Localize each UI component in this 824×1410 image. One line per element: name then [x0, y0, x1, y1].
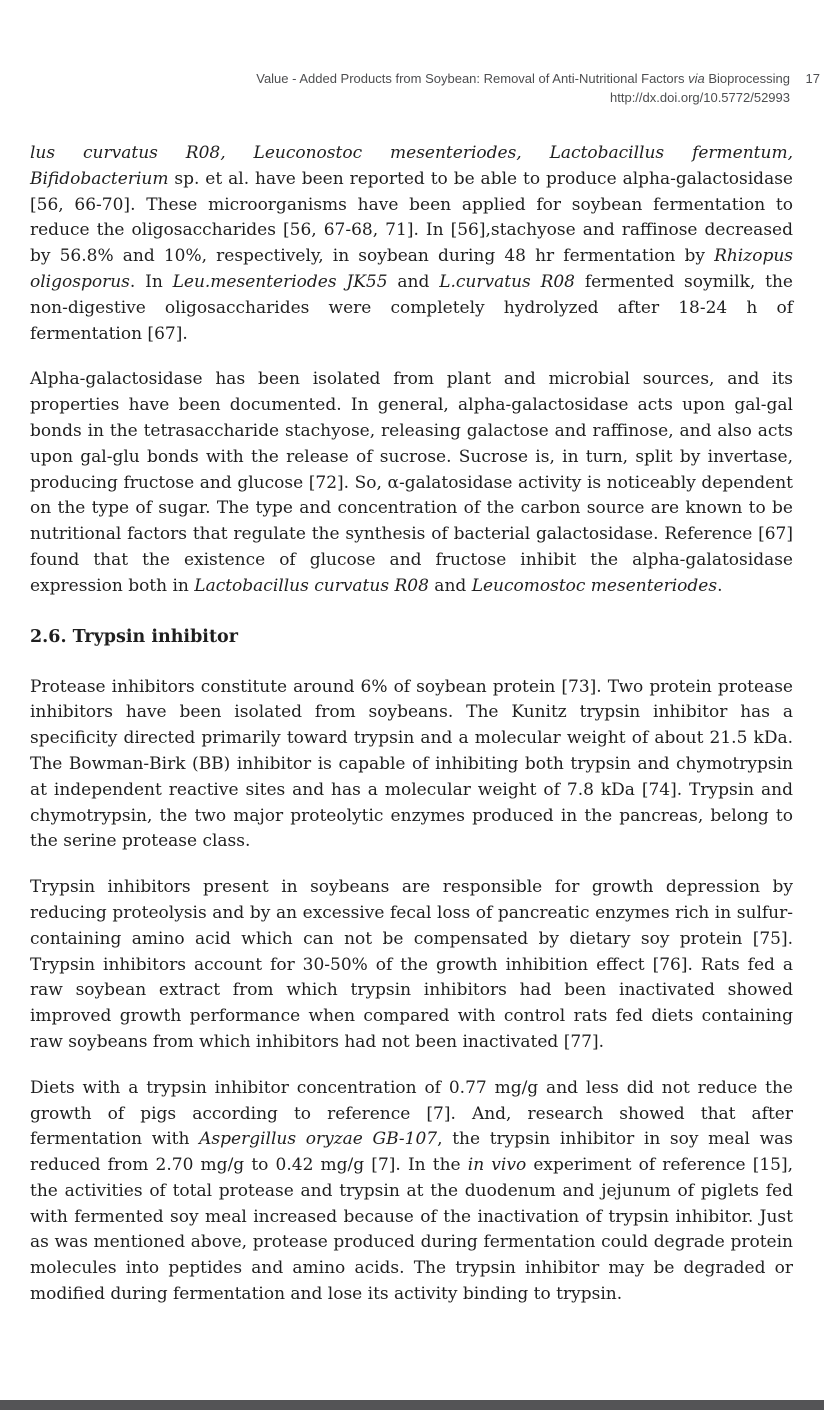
page-body: [30, 141, 793, 1328]
paragraph-protease-inhibitors: Protease inhibitors constitute around 6% of soybean protein [73]. Two protein protease inhibitors have been isolated from soybeans. The Kunitz trypsin inhibitor has a specificity directed primarily toward trypsin and a molecular weight of about 21.5 kDa. The Bowman-Birk (BB) inhibitor is capable of inhibiting both trypsin and chymotrypsin at independent reactive sites and has a molecular weight of 7.8 kDa [74]. Trypsin and chymotrypsin, the two major proteolytic enzymes produced in the pancreas, belong to the serine protease class.: [30, 676, 793, 852]
running-title-line: [0, 69, 820, 88]
running-title: Value - Added Products from Soybean: Removal of Anti-Nutritional Factors via Bioprocessing: [256, 71, 790, 86]
page-number: 17: [805, 71, 820, 86]
paragraph-pig-diet-fermentation: Diets with a trypsin inhibitor concentration of 0.77 mg/g and less did not reduce the growth of pigs according to reference [7]. And, research showed that after fermentation with Aspergillus oryzae GB-107, the trypsin inhibitor in soy meal was reduced from 2.70 mg/g to 0.42 mg/g [7]. In the in vivo experiment of reference [15], the activities of total protease and trypsin at the duodenum and jejunum of piglets fed with fermented soy meal increased because of the inactivation of trypsin inhibitor. Just as was mentioned above, protease produced during fermentation could degrade protein molecules into peptides and amino acids. The trypsin inhibitor may be degraded or modified during fermentation and lose its activity binding to trypsin.: [30, 1077, 793, 1305]
section-heading-trypsin-inhibitor: 2.6. Trypsin inhibitor: [30, 626, 238, 647]
paragraph-growth-depression: Trypsin inhibitors present in soybeans are responsible for growth depression by reducing proteolysis and by an excessive fecal loss of pancreatic enzymes rich in sulfur-containing amino acid which can not be compensated by dietary soy protein [75]. Trypsin inhibitors account for 30-50% of the growth inhibition effect [76]. Rats fed a raw soybean extract from which trypsin inhibitors had been inactivated showed improved growth performance when compared with control rats fed diets containing raw soybeans from which inhibitors had not been inactivated [77].: [30, 877, 793, 1052]
paragraph-galactosidase-producers: lus curvatus R08, Leuconostoc mesenteriodes, Lactobacillus fermentum, Bifidobacterium sp. et al. have been reported to be able to produce alpha-galactosidase [56, 66-70]. These microorganisms have been applied for soybean fermentation to reduce the oligosaccharides [56, 67-68, 71]. In [56],stachyose and raffinose decreased by 56.8% and 10%, respectively, in soybean during 48 hr fermentation by Rhizopus oligosporus. In Leu.mesenteriodes JK55 and L.curvatus R08 fermented soymilk, the non-digestive oligosaccharides were completely hydrolyzed after 18-24 h of fermentation [67].: [30, 143, 793, 344]
footer-bar: [0, 1400, 824, 1410]
page-header: [0, 69, 824, 107]
paragraph-galactosidase-properties: Alpha-galactosidase has been isolated from plant and microbial sources, and its properties have been documented. In general, alpha-galactosidase acts upon gal-gal bonds in the tetrasaccharide stachyose, releasing galactose and raffinose, and also acts upon gal-glu bonds with the release of sucrose. Sucrose is, in turn, split by invertase, producing fructose and glucose [72]. So, α-galatosidase activity is noticeably dependent on the type of sugar. The type and concentration of the carbon source are known to be nutritional factors that regulate the synthesis of bacterial galactosidase. Reference [67] found that the existence of glucose and fructose inhibit the alpha-galatosidase expression both in Lactobacillus curvatus R08 and Leucomostoc mesenteriodes.: [30, 369, 793, 596]
doi-link[interactable]: http://dx.doi.org/10.5772/52993: [610, 90, 790, 105]
